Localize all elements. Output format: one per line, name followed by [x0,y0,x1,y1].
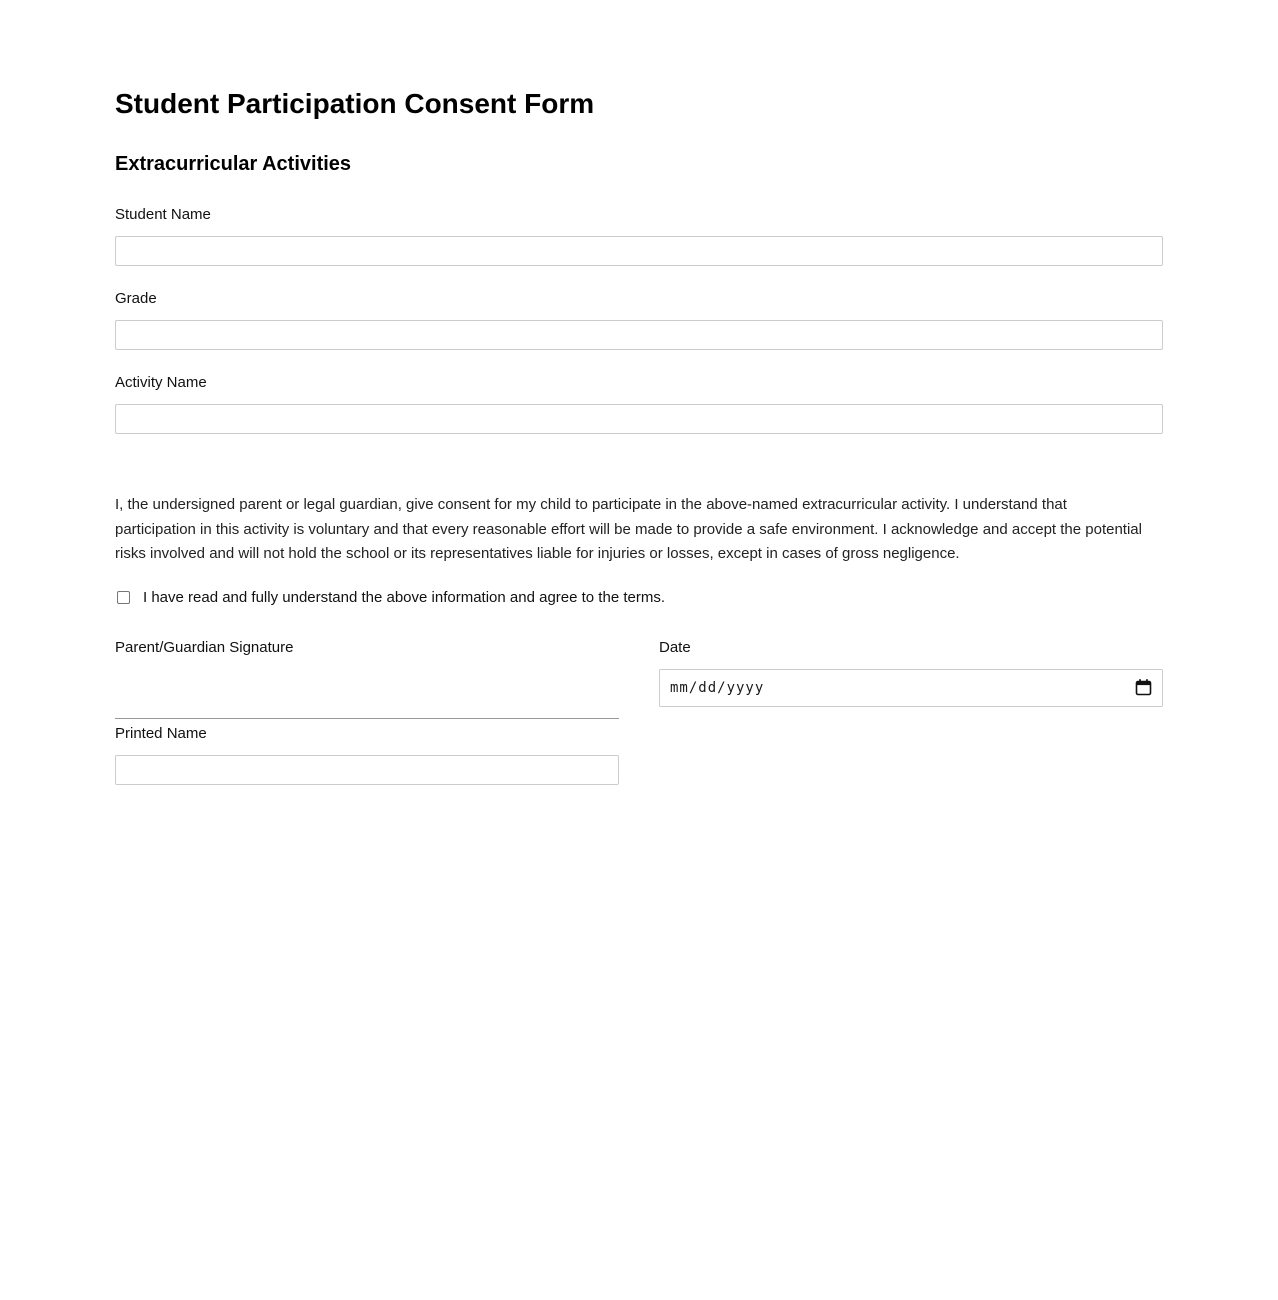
printed-name-input[interactable] [115,755,619,785]
signature-date-row [115,639,1163,809]
printed-name-label: Printed Name [115,724,207,742]
date-placeholder-text: mm/dd/yyyy [670,679,765,696]
consent-checkbox-row [115,589,1163,607]
calendar-icon[interactable] [1135,679,1152,696]
section-title: Extracurricular Activities [115,153,352,175]
student-name-label: Student Name [115,206,211,223]
field-activity-name [115,374,1163,434]
activity-name-label: Activity Name [115,374,207,391]
date-column [659,639,1163,809]
page-title: Student Participation Consent Form [115,88,595,119]
field-grade [115,290,1163,350]
student-name-input[interactable] [115,236,1163,266]
date-input[interactable] [659,669,1163,707]
field-student-name [115,206,1163,266]
consent-checkbox-label: I have read and fully understand the above information and agree to the terms. [143,588,665,606]
signature-column [115,639,619,809]
form-content [115,0,1163,809]
signature-line[interactable] [115,669,619,719]
consent-checkbox[interactable] [117,591,130,604]
consent-paragraph: I, the undersigned parent or legal guardian, give consent for my child to participate in the above-named extracurricular activity. I understand that participation in this activity is voluntary and that every reasonable effort will be made to provide a safe environment. I acknowledge and accept the potential risks involved and will not hold the school or its representatives liable for injuries or losses, except in cases of gross negligence. [115,496,1142,562]
parent-guardian-signature-label: Parent/Guardian Signature [115,638,294,656]
grade-label: Grade [115,290,157,307]
activity-name-input[interactable] [115,404,1163,434]
grade-input[interactable] [115,320,1163,350]
date-label: Date [659,638,691,656]
